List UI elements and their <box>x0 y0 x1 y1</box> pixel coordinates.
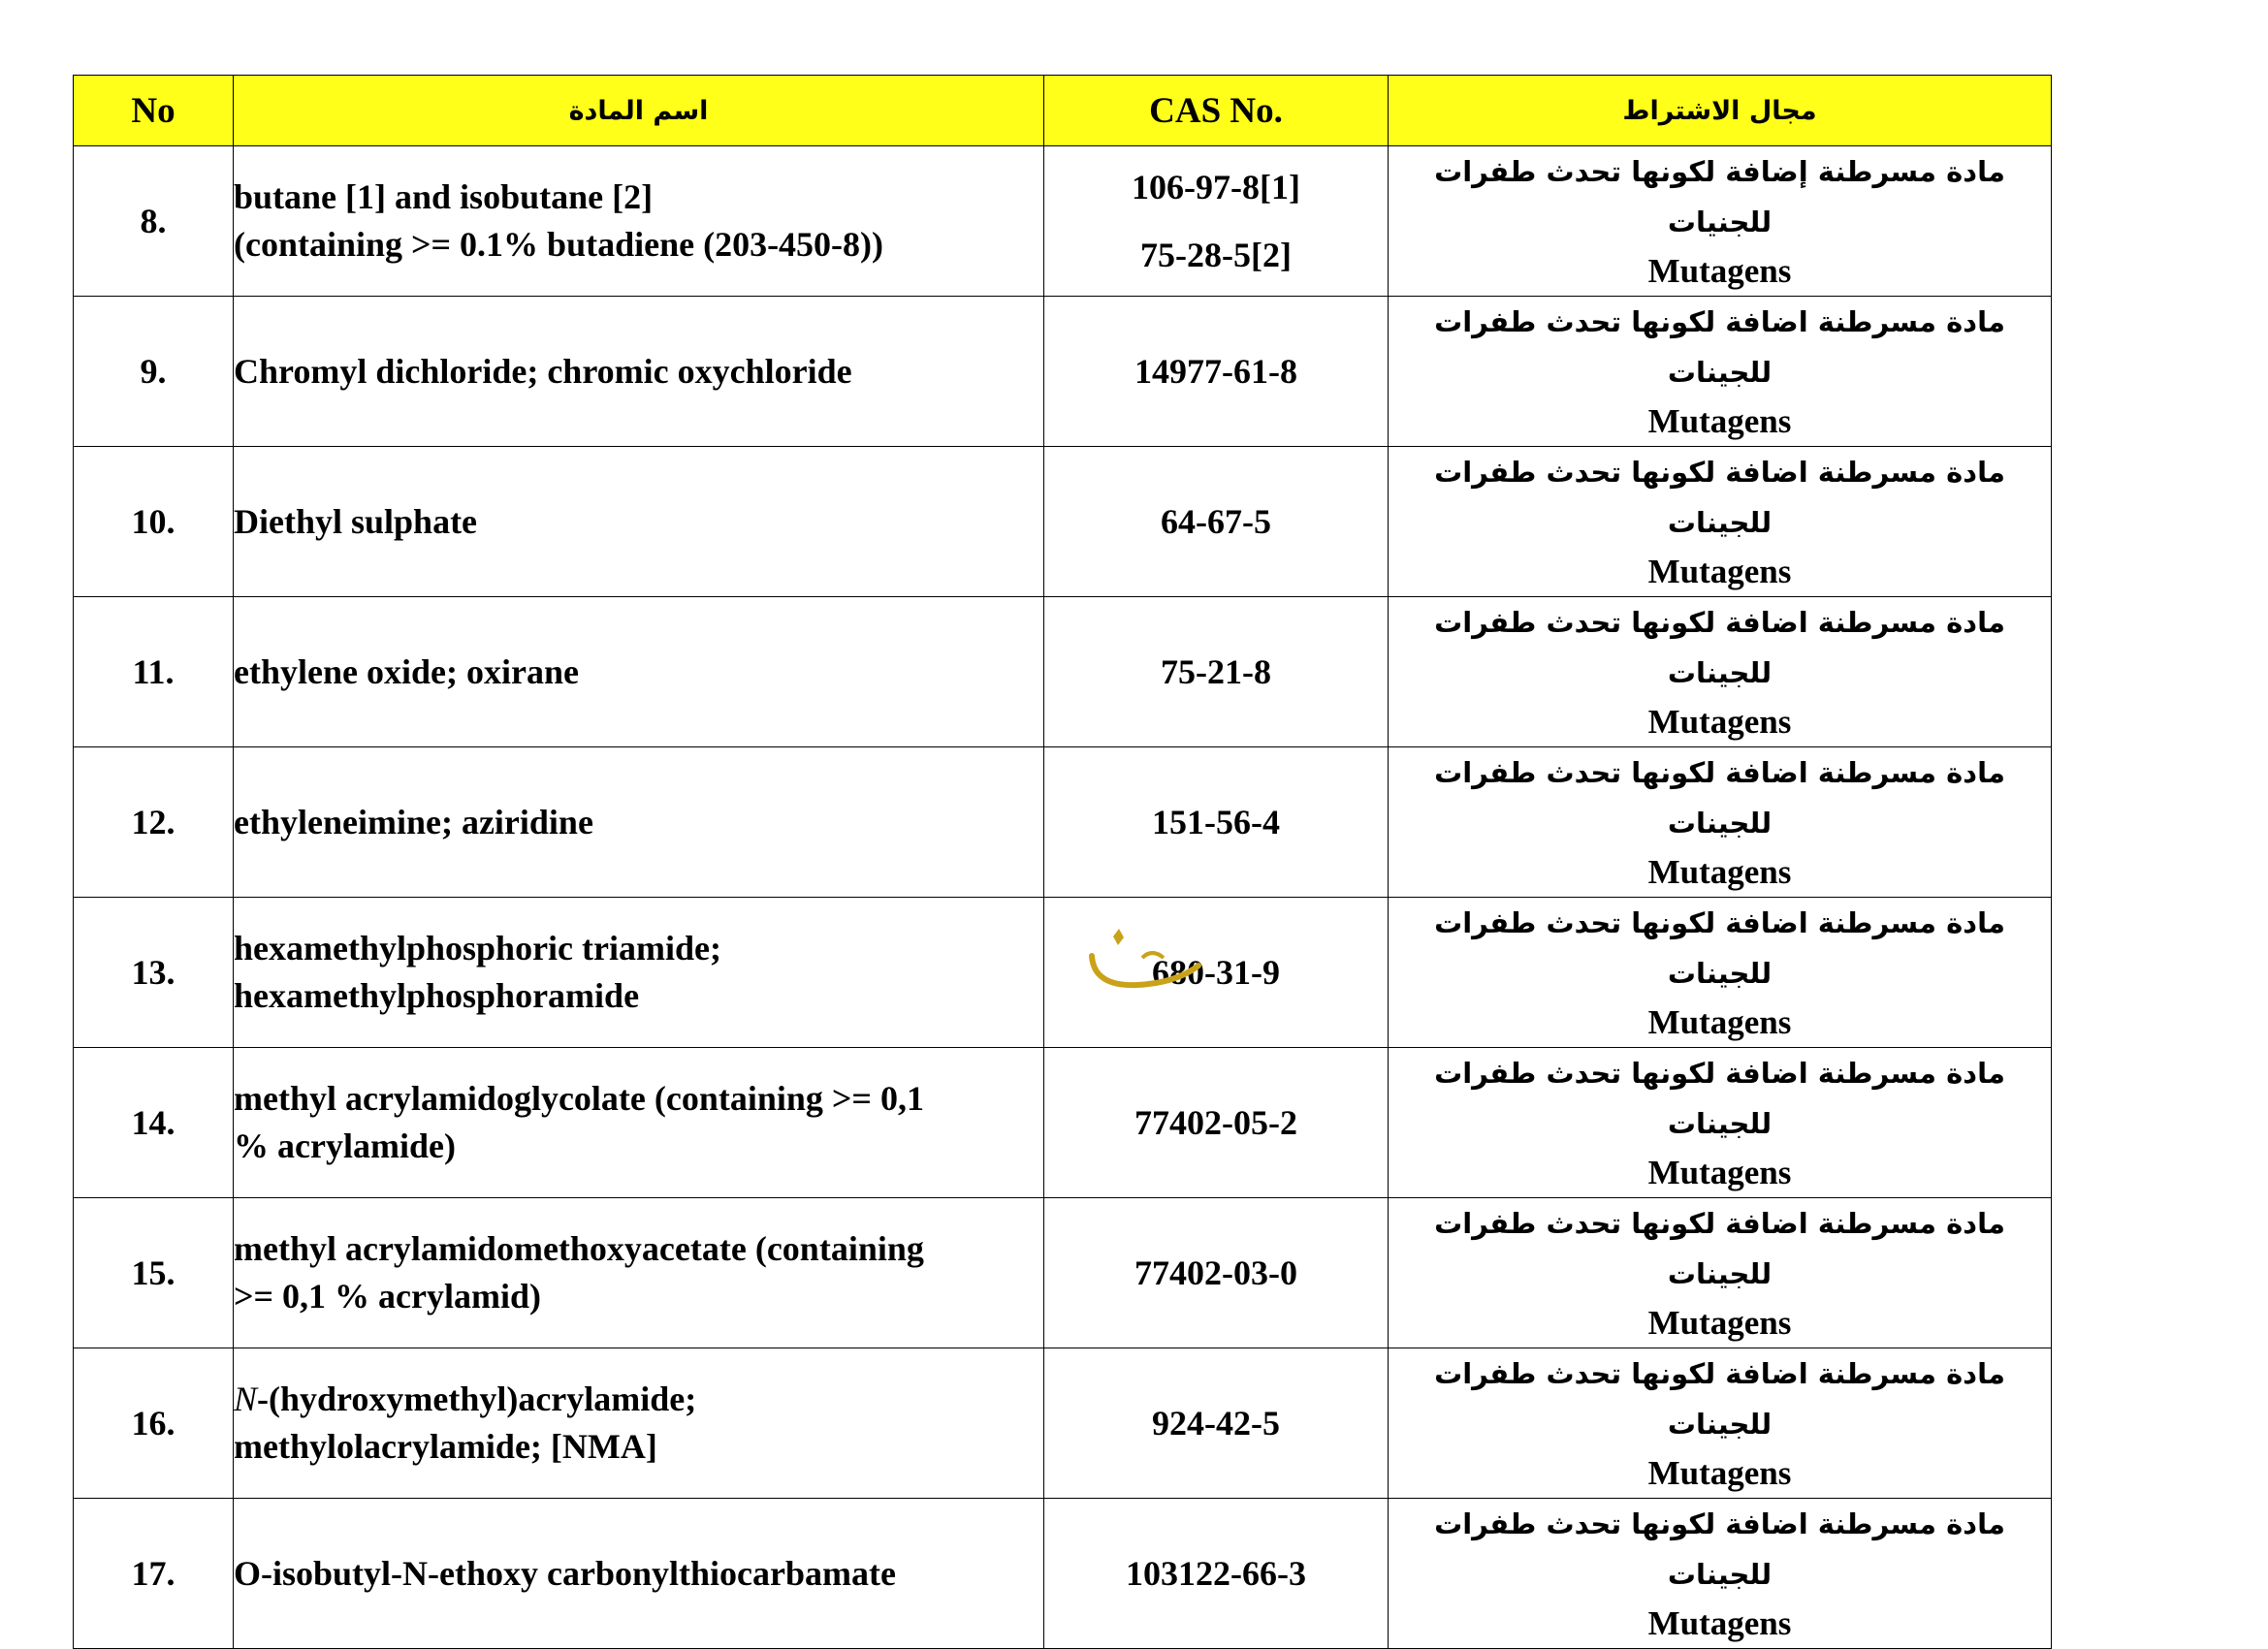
requirement-field <box>1389 1499 2052 1649</box>
table-header <box>74 76 2052 146</box>
requirement-field-english: Mutagens <box>1647 402 1792 440</box>
requirement-field <box>1389 597 2052 747</box>
cas-number-line: 64-67-5 <box>1161 502 1271 541</box>
requirement-field-arabic: مادة مسرطنة اضافة لكونها تحدث طفرات للجينات <box>1434 906 2005 990</box>
header-cas-number: CAS No. <box>1044 76 1389 146</box>
requirement-field-english: Mutagens <box>1647 553 1792 590</box>
row-number: 9. <box>74 297 234 447</box>
substance-name <box>234 447 1044 597</box>
substance-name-line: (containing >= 0.1% butadiene (203-450-8)) <box>234 225 884 264</box>
cas-number <box>1044 297 1389 447</box>
row-number: 14. <box>74 1048 234 1198</box>
cas-number <box>1044 1348 1389 1499</box>
substance-name-line: N-(hydroxymethyl)acrylamide; <box>234 1379 697 1418</box>
cas-number-line: 75-28-5[2] <box>1140 236 1292 274</box>
requirement-field-english: Mutagens <box>1647 1003 1792 1041</box>
requirement-field <box>1389 447 2052 597</box>
cas-number-line: 14977-61-8 <box>1134 352 1297 391</box>
row-number: 17. <box>74 1499 234 1649</box>
substance-name <box>234 898 1044 1048</box>
table-row <box>74 597 2052 747</box>
watermark-logo-icon <box>1084 917 1210 995</box>
substance-name <box>234 1499 1044 1649</box>
requirement-field-english: Mutagens <box>1647 1304 1792 1342</box>
cas-number-line: 151-56-4 <box>1152 803 1280 841</box>
table-row <box>74 1198 2052 1348</box>
requirement-field-english: Mutagens <box>1647 252 1792 290</box>
substance-name-line: O-isobutyl-N-ethoxy carbonylthiocarbamate <box>234 1553 896 1593</box>
table-row <box>74 447 2052 597</box>
requirement-field-arabic: مادة مسرطنة اضافة لكونها تحدث طفرات للجينات <box>1434 456 2005 539</box>
table-row <box>74 747 2052 898</box>
requirement-field <box>1389 1048 2052 1198</box>
row-number: 13. <box>74 898 234 1048</box>
cas-with-watermark: 680-31-9 <box>1152 938 1280 1006</box>
table-row <box>74 1348 2052 1499</box>
row-number: 10. <box>74 447 234 597</box>
requirement-field <box>1389 146 2052 297</box>
cas-number-line <box>1044 938 1388 1006</box>
substance-name-line: methylolacrylamide; [NMA] <box>234 1427 657 1466</box>
requirement-field-arabic: مادة مسرطنة إضافة لكونها تحدث طفرات للجنيات <box>1434 155 2005 238</box>
substance-name-line: methyl acrylamidomethoxyacetate (containing <box>234 1229 924 1268</box>
cas-number <box>1044 597 1389 747</box>
cas-number-line: 77402-05-2 <box>1134 1103 1297 1142</box>
substance-name-line: hexamethylphosphoric triamide; <box>234 929 721 967</box>
header-requirement-field: مجال الاشتراط <box>1389 76 2052 146</box>
requirement-field-arabic: مادة مسرطنة اضافة لكونها تحدث طفرات للجينات <box>1434 305 2005 389</box>
row-number: 15. <box>74 1198 234 1348</box>
requirement-field-arabic: مادة مسرطنة اضافة لكونها تحدث طفرات للجينات <box>1434 606 2005 689</box>
table-row <box>74 297 2052 447</box>
substance-name <box>234 1348 1044 1499</box>
cas-number <box>1044 1198 1389 1348</box>
requirement-field-english: Mutagens <box>1647 703 1792 741</box>
table-row <box>74 1499 2052 1649</box>
cas-number <box>1044 747 1389 898</box>
substance-name <box>234 146 1044 297</box>
requirement-field <box>1389 297 2052 447</box>
cas-number-line: 103122-66-3 <box>1126 1554 1306 1593</box>
substance-name-line: % acrylamide) <box>234 1126 456 1165</box>
requirement-field-english: Mutagens <box>1647 1604 1792 1642</box>
table-body <box>74 146 2052 1649</box>
requirement-field-arabic: مادة مسرطنة اضافة لكونها تحدث طفرات للجينات <box>1434 1057 2005 1140</box>
cas-number-line: 75-21-8 <box>1161 652 1271 691</box>
cas-number <box>1044 146 1389 297</box>
substance-name-line: ethylene oxide; oxirane <box>234 651 579 691</box>
substance-name <box>234 1198 1044 1348</box>
header-no: No <box>74 76 234 146</box>
substance-name <box>234 597 1044 747</box>
requirement-field-arabic: مادة مسرطنة اضافة لكونها تحدث طفرات للجينات <box>1434 1357 2005 1441</box>
substance-name-line: ethyleneimine; aziridine <box>234 802 593 841</box>
substance-name-line: hexamethylphosphoramide <box>234 976 640 1015</box>
requirement-field-english: Mutagens <box>1647 1454 1792 1492</box>
requirement-field <box>1389 747 2052 898</box>
requirement-field <box>1389 1198 2052 1348</box>
header-substance-name: اسم المادة <box>234 76 1044 146</box>
table-row <box>74 898 2052 1048</box>
table-row <box>74 1048 2052 1198</box>
row-number: 16. <box>74 1348 234 1499</box>
requirement-field-arabic: مادة مسرطنة اضافة لكونها تحدث طفرات للجينات <box>1434 1507 2005 1591</box>
substance-name <box>234 747 1044 898</box>
cas-number <box>1044 898 1389 1048</box>
requirement-field-english: Mutagens <box>1647 1154 1792 1191</box>
substance-name-line: butane [1] and isobutane [2] <box>234 177 654 216</box>
substance-name-line: Diethyl sulphate <box>234 501 478 541</box>
substances-table <box>73 75 2052 1649</box>
row-number: 11. <box>74 597 234 747</box>
cas-number-line: 77402-03-0 <box>1134 1253 1297 1292</box>
substance-name <box>234 297 1044 447</box>
row-number: 12. <box>74 747 234 898</box>
requirement-field-arabic: مادة مسرطنة اضافة لكونها تحدث طفرات للجينات <box>1434 1207 2005 1290</box>
italic-prefix: N <box>234 1379 258 1418</box>
substance-name-line: >= 0,1 % acrylamid) <box>234 1277 541 1316</box>
row-number: 8. <box>74 146 234 297</box>
substance-name <box>234 1048 1044 1198</box>
table-row <box>74 146 2052 297</box>
requirement-field <box>1389 898 2052 1048</box>
cas-number-line: 106-97-8[1] <box>1132 168 1300 206</box>
substance-name-line: Chromyl dichloride; chromic oxychloride <box>234 351 852 391</box>
requirement-field-english: Mutagens <box>1647 853 1792 891</box>
cas-number-line: 924-42-5 <box>1152 1404 1280 1443</box>
substance-name-line: methyl acrylamidoglycolate (containing >= 0,1 <box>234 1079 924 1118</box>
cas-number <box>1044 447 1389 597</box>
cas-number <box>1044 1048 1389 1198</box>
cas-number <box>1044 1499 1389 1649</box>
requirement-field-arabic: مادة مسرطنة اضافة لكونها تحدث طفرات للجينات <box>1434 756 2005 840</box>
requirement-field <box>1389 1348 2052 1499</box>
